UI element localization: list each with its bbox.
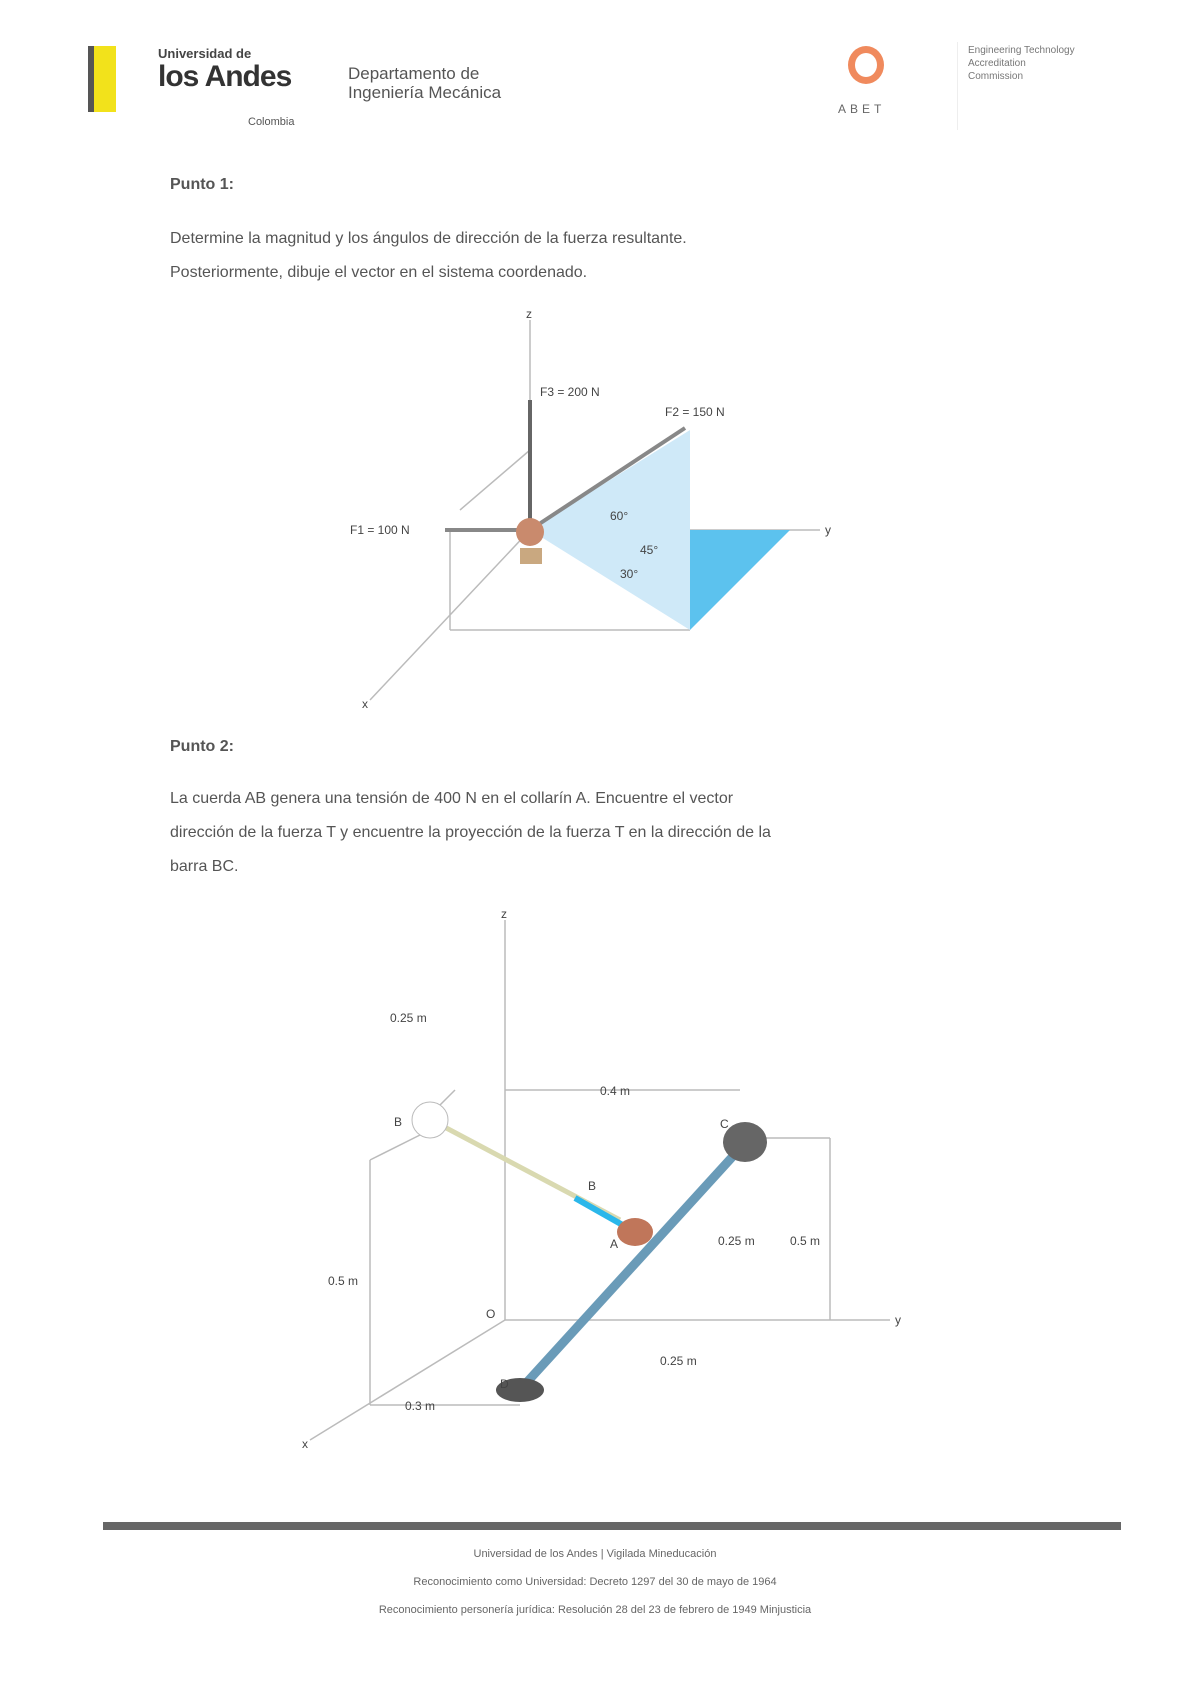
text-line: Posteriormente, dibuje el vector en el sistema coordenado. xyxy=(170,264,588,281)
label-f3: F3 = 200 N xyxy=(540,385,600,399)
label-x: x xyxy=(302,1437,308,1450)
abet-description: Engineering Technology Accreditation Commission xyxy=(968,45,1075,82)
label-c: C xyxy=(720,1117,729,1131)
problem-1-text xyxy=(170,222,1050,290)
problem-1-figure xyxy=(340,310,840,710)
department-name xyxy=(348,64,501,102)
label-x: x xyxy=(362,697,368,710)
label-angle-3: 30° xyxy=(620,567,639,581)
label-t: B xyxy=(588,1179,597,1193)
abet-label: ABET xyxy=(838,102,886,116)
label-f2: F2 = 150 N xyxy=(665,405,725,419)
dim-label: 0.5 m xyxy=(328,1274,359,1288)
label-f1: F1 = 100 N xyxy=(350,523,410,537)
text-line: barra BC. xyxy=(170,858,239,875)
label-angle-1: 60° xyxy=(610,509,629,523)
footer-line-3: Reconocimiento personería jurídica: Resolución 28 del 23 de febrero de 1949 Minjusticia xyxy=(378,1604,812,1616)
text-line: dirección de la fuerza T y encuentre la proyección de la fuerza T en la dirección de la xyxy=(170,824,771,841)
label-y: y xyxy=(825,523,831,537)
university-city: Colombia xyxy=(248,116,295,128)
footer-line-1: Universidad de los Andes | Vigilada Mineducación xyxy=(473,1548,717,1560)
label-z: z xyxy=(501,910,507,921)
support-c xyxy=(723,1122,767,1162)
dim-label: 0.3 m xyxy=(405,1399,436,1413)
problem-1-title: Punto 1: xyxy=(170,176,234,193)
text-line: La cuerda AB genera una tensión de 400 N en el collarín A. Encuentre el vector xyxy=(170,790,734,807)
support xyxy=(520,548,542,564)
x-axis xyxy=(310,1320,505,1440)
plane-shading xyxy=(530,430,690,630)
dim-label: 0.25 m xyxy=(660,1354,697,1368)
problem-2-title: Punto 2: xyxy=(170,738,234,755)
department-line-1: Departamento de xyxy=(348,64,480,83)
problem-2-text xyxy=(170,782,1050,884)
text-line: Determine la magnitud y los ángulos de dirección de la fuerza resultante. xyxy=(170,230,687,247)
university-name: los Andes xyxy=(158,60,292,93)
label-angle-2: 45° xyxy=(640,543,659,557)
label-z: z xyxy=(526,310,532,321)
dim-label: 0.25 m xyxy=(718,1234,755,1248)
dim-label: 0.5 m xyxy=(790,1234,821,1248)
label-d: D xyxy=(500,1377,509,1391)
label-a: A xyxy=(610,1237,619,1251)
problem-2-figure xyxy=(290,910,910,1450)
label-y: y xyxy=(895,1313,901,1327)
abet-logo-icon xyxy=(848,46,884,84)
university-top: Universidad de xyxy=(158,46,252,61)
footer-divider xyxy=(103,1522,1121,1530)
department-line-2: Ingeniería Mecánica xyxy=(348,83,502,102)
rod-bc xyxy=(518,1143,745,1392)
label-b: B xyxy=(394,1115,403,1129)
plane-shading-dark xyxy=(690,530,790,630)
point-b-ring xyxy=(412,1102,448,1138)
dim-label: 0.25 m xyxy=(390,1011,427,1025)
label-o: O xyxy=(486,1307,496,1321)
footer-line-2: Reconocimiento como Universidad: Decreto 1297 del 30 de mayo de 1964 xyxy=(413,1576,777,1588)
collar-a xyxy=(617,1218,653,1246)
university-logo-mark xyxy=(88,46,116,112)
divider xyxy=(957,42,958,130)
ring xyxy=(516,518,544,546)
dim-label: 0.4 m xyxy=(600,1084,631,1098)
